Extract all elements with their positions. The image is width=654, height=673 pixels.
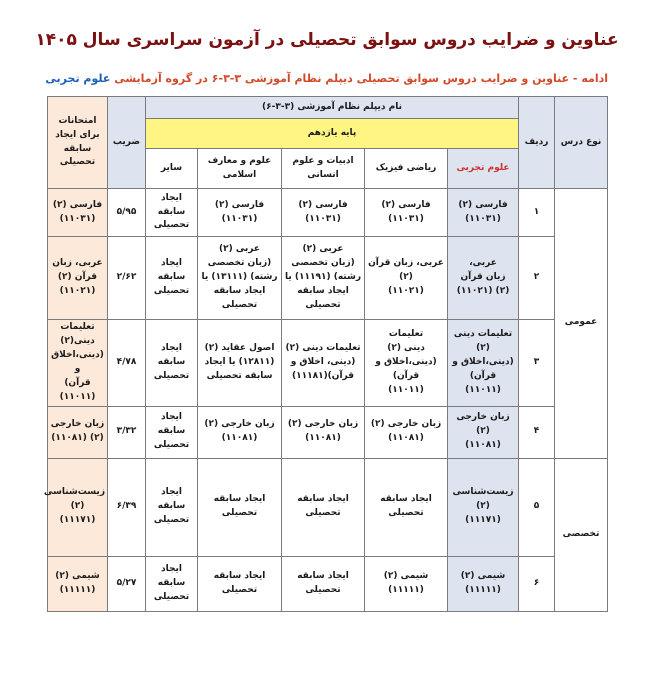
cell-ensani: فارسی (۲)(۱۱۰۳۱) [282,189,365,237]
cell-sayer: ایجاد سابقه تحصیلی [146,458,198,556]
column-maaref: علوم و معارف اسلامی [198,149,282,189]
subtitle-text: ادامه - عناوین و ضرایب دروس سوابق تحصیلی دیپلم نظام آموزشی ۳-۳-۶ در گروه آزمایشی [114,72,608,85]
column-tajrobi: علوم تجربی [448,149,519,189]
cell-sayer: ایجاد سابقه تحصیلی [146,406,198,458]
cell-coefficient: ۶/۳۹ [108,458,146,556]
cell-maaref: ایجاد سابقه تحصیلی [198,556,282,611]
header-lesson-type: نوع درس [555,97,608,189]
cell-ensani: ایجاد سابقه تحصیلی [282,556,365,611]
cell-ensani: تعلیمات دینی (۲) (دینی، اخلاق و قرآن)(۱۱۱۸۱) [282,320,365,407]
cell-riazi: عربی، زبان قرآن (۲) (۱۱۰۲۱) [365,237,448,320]
cell-ensani: ایجاد سابقه تحصیلی [282,458,365,556]
cell-tajrobi: فارسی (۲) (۱۱۰۳۱) [448,189,519,237]
cell-tajrobi: تعلیمات دینی (۲) (دینی،اخلاق و قرآن) (۱۱۰۱۱) [448,320,519,407]
cell-exam: تعلیمات دینی(۲) (دینی،اخلاق و قرآن) (۱۱۰۱۱) [48,320,108,407]
cell-maaref: عربی (۲) (زبان تخصصی رشته) (۱۳۱۱۱) یا ایجاد سابقه تحصیلی [198,237,282,320]
cell-sayer: ایجاد سابقه تحصیلی [146,556,198,611]
cell-riazi: فارسی (۲) (۱۱۰۳۱) [365,189,448,237]
table-row [48,320,608,407]
group-specialized: تخصصی [555,458,608,611]
row-number: ۱ [519,189,555,237]
table-row [48,189,608,237]
cell-exam: عربی، زبان قرآن (۲) (۱۱۰۲۱) [48,237,108,320]
cell-ensani: زبان خارجی (۲) (۱۱۰۸۱) [282,406,365,458]
row-number: ۴ [519,406,555,458]
cell-riazi: تعلیمات دینی (۲) (دینی،اخلاق و قرآن) (۱۱۰۱۱) [365,320,448,407]
cell-coefficient: ۳/۳۲ [108,406,146,458]
cell-sayer: ایجاد سابقه تحصیلی [146,320,198,407]
cell-tajrobi: زبان خارجی (۲) (۱۱۰۸۱) [448,406,519,458]
table-row [48,406,608,458]
cell-maaref: اصول عقاید (۲) (۱۲۸۱۱) یا ایجاد سابقه تحصیلی [198,320,282,407]
cell-exam: زبان خارجی (۲) (۱۱۰۸۱) [48,406,108,458]
cell-tajrobi: شیمی (۲) (۱۱۱۱۱) [448,556,519,611]
subtitle-highlight: علوم تجربی [45,72,111,85]
column-sayer: سایر [146,149,198,189]
cell-coefficient: ۵/۲۷ [108,556,146,611]
column-ensani: ادبیات و علوم انسانی [282,149,365,189]
header-exams: امتحانات برای ایجاد سابقه تحصیلی [48,97,108,189]
cell-ensani: عربی (۲) (زبان تخصصی رشته) (۱۱۱۹۱) یا ایجاد سابقه تحصیلی [282,237,365,320]
cell-coefficient: ۵/۹۵ [108,189,146,237]
cell-sayer: ایجاد سابقه تحصیلی [146,189,198,237]
row-number: ۳ [519,320,555,407]
header-grade: پایه یازدهم [146,119,519,149]
column-riazi: ریاضی فیزیک [365,149,448,189]
cell-riazi: ایجاد سابقه تحصیلی [365,458,448,556]
row-number: ۶ [519,556,555,611]
cell-riazi: زبان خارجی (۲) (۱۱۰۸۱) [365,406,448,458]
cell-maaref: ایجاد سابقه تحصیلی [198,458,282,556]
cell-exam: زیست‌شناسی (۲) (۱۱۱۷۱) [48,458,108,556]
row-number: ۵ [519,458,555,556]
cell-riazi: شیمی (۲) (۱۱۱۱۱) [365,556,448,611]
header-coefficient: ضریب [108,97,146,189]
header-diploma: نام دیپلم نظام آموزشی (۳-۳-۶) [146,97,519,119]
table-row [48,556,608,611]
page-title: عناوین و ضرایب دروس سوابق تحصیلی در آزمون سراسری سال ۱۴۰۵ [35,30,619,50]
group-general: عمومی [555,189,608,459]
cell-tajrobi: عربی، زبان قرآن (۲) (۱۱۰۲۱) [448,237,519,320]
row-number: ۲ [519,237,555,320]
coefficients-table [43,96,608,612]
table-row [48,237,608,320]
cell-coefficient: ۴/۷۸ [108,320,146,407]
subtitle [45,72,608,85]
cell-coefficient: ۲/۶۲ [108,237,146,320]
cell-tajrobi: زیست‌شناسی (۲) (۱۱۱۷۱) [448,458,519,556]
cell-sayer: ایجاد سابقه تحصیلی [146,237,198,320]
header-row: ردیف [519,97,555,189]
cell-exam: شیمی (۲) (۱۱۱۱۱) [48,556,108,611]
cell-maaref: زبان خارجی (۲) (۱۱۰۸۱) [198,406,282,458]
cell-exam: فارسی (۲) (۱۱۰۳۱) [48,189,108,237]
cell-maaref: فارسی (۲)(۱۱۰۳۱) [198,189,282,237]
table-row [48,458,608,556]
